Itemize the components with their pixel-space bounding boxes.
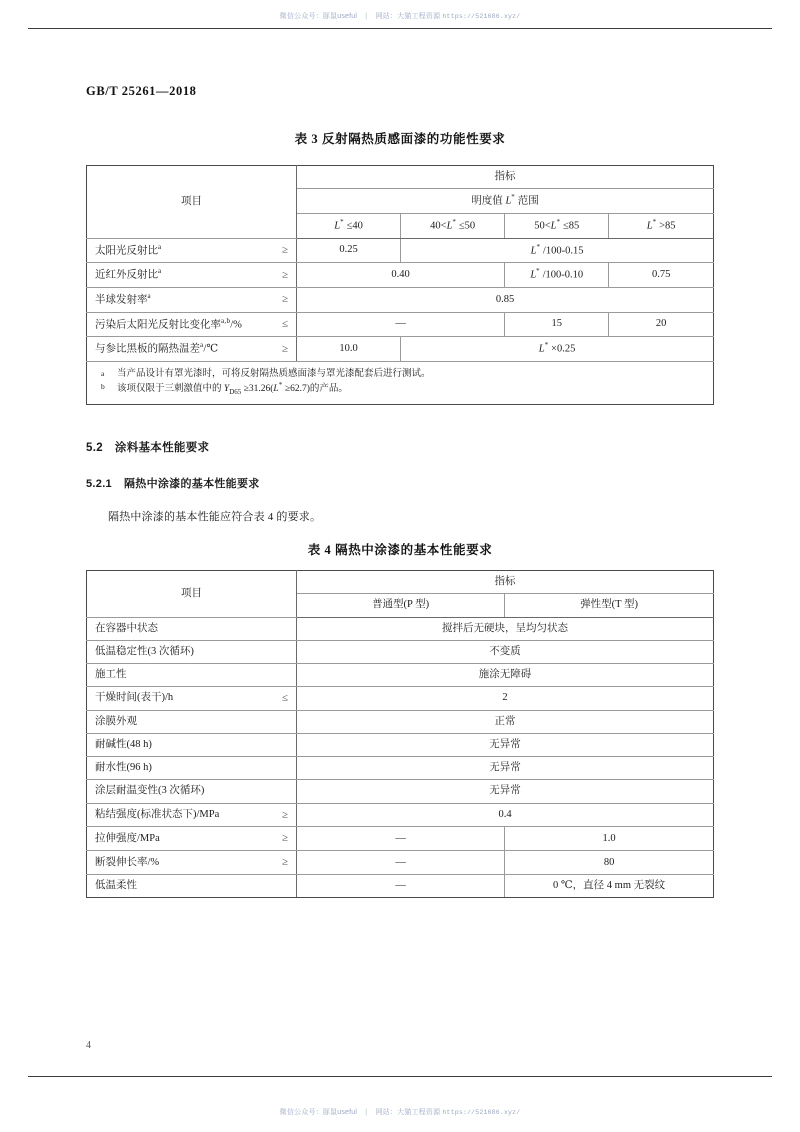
table4-cell-merged: 2 bbox=[297, 687, 714, 711]
table-row bbox=[87, 734, 714, 757]
table4-cell-merged: 无异常 bbox=[297, 734, 714, 757]
table4-cell-t: 1.0 bbox=[505, 827, 714, 851]
table3-cell: 20 bbox=[609, 312, 714, 337]
table3-header-range-col-2: 40<L* ≤50 bbox=[401, 213, 505, 238]
table4-cell-t: 0 ℃，直径 4 mm 无裂纹 bbox=[505, 875, 714, 898]
table4-cell-merged: 无异常 bbox=[297, 780, 714, 803]
table4-row-item: 拉伸强度/MPa ≥ bbox=[87, 827, 297, 851]
table3-row-item: 半球发射率$^a$ ≥ bbox=[87, 287, 297, 312]
heading-5-2-1 bbox=[86, 475, 714, 491]
page-number: 4 bbox=[86, 1040, 91, 1051]
table3-header-row-1 bbox=[87, 166, 714, 189]
heading-5-2-1-number: 5.2.1 bbox=[86, 478, 112, 491]
table3-header-range-label: 明度值 L* 范围 bbox=[297, 189, 714, 214]
watermark-account: 微信公众号：豚鼠useful bbox=[279, 13, 358, 20]
footnote-marker: a bbox=[101, 368, 105, 378]
table3-cell: 10.0 bbox=[297, 337, 401, 362]
table-row bbox=[87, 263, 714, 288]
watermark-site: 网站：大猫工程资源 bbox=[375, 13, 441, 20]
table4-cell-p: — bbox=[297, 851, 505, 875]
table3-row-item: 近红外反射比$^a$ ≥ bbox=[87, 263, 297, 288]
table3-cell: 0.85 bbox=[297, 287, 714, 312]
table3-header-indicator: 指标 bbox=[297, 166, 714, 189]
page-content bbox=[0, 28, 800, 898]
table4-row-item: 涂层耐温变性(3 次循环) bbox=[87, 780, 297, 803]
table3 bbox=[86, 165, 714, 405]
table4-header-col-t: 弹性型(T 型) bbox=[505, 594, 714, 617]
table4-row-item: 断裂伸长率/% ≥ bbox=[87, 851, 297, 875]
watermark-site: 网站：大猫工程资源 bbox=[375, 1109, 441, 1116]
table-row bbox=[87, 238, 714, 263]
table4-row-item: 干燥时间(表干)/h ≤ bbox=[87, 687, 297, 711]
watermark-separator: | bbox=[365, 13, 368, 20]
table4-row-item: 施工性 bbox=[87, 663, 297, 686]
table4-header-item: 项目 bbox=[87, 571, 297, 617]
table4-row-item: 涂膜外观 bbox=[87, 710, 297, 733]
table4-cell-t: 80 bbox=[505, 851, 714, 875]
table-row bbox=[87, 780, 714, 803]
footnote-marker: b bbox=[101, 381, 105, 391]
table4-cell-p: — bbox=[297, 875, 505, 898]
table4-cell-merged: 搅拌后无硬块，呈均匀状态 bbox=[297, 617, 714, 640]
watermark-url: https://521686.xyz/ bbox=[442, 13, 521, 20]
heading-5-2-number: 5.2 bbox=[86, 442, 103, 455]
table-row bbox=[87, 803, 714, 827]
table-row bbox=[87, 312, 714, 337]
table4 bbox=[86, 570, 714, 898]
table4-caption: 表 4 隔热中涂漆的基本性能要求 bbox=[307, 543, 493, 558]
watermark-account: 微信公众号：豚鼠useful bbox=[279, 1109, 358, 1116]
heading-5-2 bbox=[86, 439, 714, 455]
table4-row-item: 低温稳定性(3 次循环) bbox=[87, 640, 297, 663]
table3-header-item: 项目 bbox=[87, 166, 297, 239]
table4-row-item: 耐水性(96 h) bbox=[87, 757, 297, 780]
table3-cell: 15 bbox=[505, 312, 609, 337]
table-row bbox=[87, 337, 714, 362]
heading-5-2-1-title: 隔热中涂漆的基本性能要求 bbox=[123, 478, 260, 491]
table3-caption: 表 3 反射隔热质感面漆的功能性要求 bbox=[294, 132, 506, 146]
page-rule-bottom bbox=[28, 1076, 772, 1077]
paragraph-5-2-1: 隔热中涂漆的基本性能应符合表 4 的要求。 bbox=[108, 511, 322, 524]
table3-footnote-a bbox=[101, 368, 703, 381]
table3-footnote-row bbox=[87, 361, 714, 404]
table3-cell: — bbox=[297, 312, 505, 337]
table3-row-item: 与参比黑板的隔热温差$^a$/℃ ≥ bbox=[87, 337, 297, 362]
table-row bbox=[87, 757, 714, 780]
table-row bbox=[87, 663, 714, 686]
table4-cell-merged: 正常 bbox=[297, 710, 714, 733]
table3-cell: L* /100-0.10 bbox=[505, 263, 609, 288]
table3-header-range-col-4: L* >85 bbox=[609, 213, 714, 238]
watermark-url: https://521686.xyz/ bbox=[442, 1109, 521, 1116]
table4-row-item: 耐碱性(48 h) bbox=[87, 734, 297, 757]
watermark-bottom bbox=[0, 1107, 800, 1117]
table-row bbox=[87, 875, 714, 898]
table4-cell-merged: 施涂无障碍 bbox=[297, 663, 714, 686]
table4-row-item: 粘结强度(标准状态下)/MPa ≥ bbox=[87, 803, 297, 827]
heading-5-2-title: 涂料基本性能要求 bbox=[114, 442, 210, 455]
table4-row-item: 在容器中状态 bbox=[87, 617, 297, 640]
watermark-separator: | bbox=[365, 1109, 368, 1116]
watermark-top bbox=[0, 11, 800, 21]
footnote-text: 当产品设计有罩光漆时，可将反射隔热质感面漆与罩光漆配套后进行测试。 bbox=[117, 368, 431, 379]
table3-footnotes bbox=[87, 361, 714, 404]
table4-cell-merged: 不变质 bbox=[297, 640, 714, 663]
table3-cell: L* /100-0.15 bbox=[401, 238, 714, 263]
table3-row-item: 污染后太阳光反射比变化率$^{a,b}$/% ≤ bbox=[87, 312, 297, 337]
table3-footnote-b bbox=[101, 381, 703, 397]
table3-header-range-col-1: L* ≤40 bbox=[297, 213, 401, 238]
table3-row-item: 太阳光反射比$^a$ ≥ bbox=[87, 238, 297, 263]
table3-cell: L* ×0.25 bbox=[401, 337, 714, 362]
table-row bbox=[87, 617, 714, 640]
standard-number: GB/T 25261—2018 bbox=[86, 84, 197, 98]
table3-cell: 0.40 bbox=[297, 263, 505, 288]
table4-cell-p: — bbox=[297, 827, 505, 851]
footnote-text: 该项仅限于三刺激值中的 $Y_{D65} \ge 31.26(L^* \ge 62.7)$的产品。 bbox=[117, 380, 348, 396]
document-page bbox=[0, 28, 800, 1104]
table-row bbox=[87, 687, 714, 711]
table-row bbox=[87, 710, 714, 733]
table4-header-row-1 bbox=[87, 571, 714, 594]
table4-header-col-p: 普通型(P 型) bbox=[297, 594, 505, 617]
table3-cell: 0.75 bbox=[609, 263, 714, 288]
table-row bbox=[87, 851, 714, 875]
table3-header-range-col-3: 50<L* ≤85 bbox=[505, 213, 609, 238]
table4-cell-merged: 无异常 bbox=[297, 757, 714, 780]
table4-row-item: 低温柔性 bbox=[87, 875, 297, 898]
table3-cell: 0.25 bbox=[297, 238, 401, 263]
table4-header-indicator: 指标 bbox=[297, 571, 714, 594]
table-row bbox=[87, 827, 714, 851]
table4-cell-merged: 0.4 bbox=[297, 803, 714, 827]
table-row bbox=[87, 287, 714, 312]
table-row bbox=[87, 640, 714, 663]
